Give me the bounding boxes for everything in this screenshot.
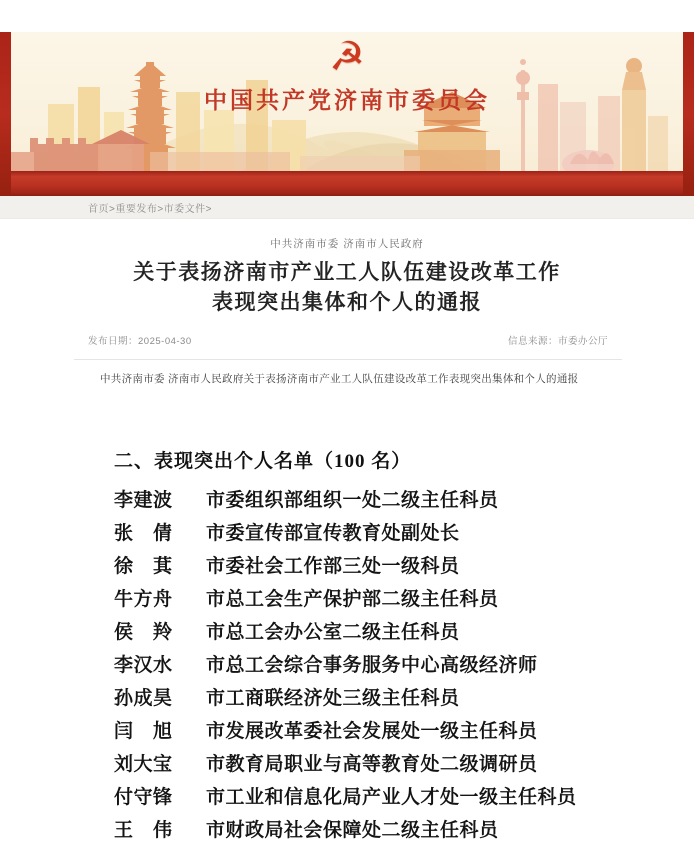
person-name: 李建波	[114, 490, 173, 511]
publish-date-label: 发布日期：	[88, 336, 139, 347]
list-item	[114, 716, 654, 749]
meta-row	[88, 333, 608, 347]
top-white-strip	[0, 0, 694, 32]
site-banner	[0, 32, 694, 196]
divider-line	[74, 359, 622, 360]
person-name: 付守锋	[114, 787, 173, 808]
awardees-section	[114, 446, 654, 848]
person-name: 孙成昊	[114, 688, 173, 709]
list-item	[114, 650, 654, 683]
person-name: 闫 旭	[114, 721, 173, 742]
breadcrumb[interactable]: 首页>重要发布>市委文件>	[88, 203, 213, 215]
section-heading: 二、表现突出个人名单（100 名）	[114, 451, 412, 472]
party-emblem-icon: ☭	[329, 35, 365, 79]
info-source	[508, 333, 608, 347]
person-name: 李汉水	[114, 655, 173, 676]
banner-left-red-strip	[0, 32, 11, 196]
person-name: 牛方舟	[114, 589, 173, 610]
list-item	[114, 617, 654, 650]
article-summary: 中共济南市委 济南市人民政府关于表扬济南市产业工人队伍建设改革工作表现突出集体和个人的通报	[100, 373, 579, 385]
list-item	[114, 485, 654, 518]
person-title: 市总工会综合事务服务中心高级经济师	[206, 655, 538, 676]
list-item	[114, 749, 654, 782]
info-source-value: 市委办公厅	[557, 336, 608, 347]
person-title: 市教育局职业与高等教育处二级调研员	[206, 754, 538, 775]
person-title: 市委社会工作部三处一级科员	[206, 556, 460, 577]
info-source-label: 信息来源：	[507, 336, 558, 347]
awardees-list	[114, 485, 654, 848]
document-title-line1: 关于表扬济南市产业工人队伍建设改革工作	[133, 261, 561, 284]
list-item	[114, 551, 654, 584]
list-item	[114, 584, 654, 617]
list-item	[114, 683, 654, 716]
person-title: 市工商联经济处三级主任科员	[206, 688, 460, 709]
list-item	[114, 518, 654, 551]
person-name: 张 倩	[114, 523, 173, 544]
issuing-authority: 中共济南市委 济南市人民政府	[270, 238, 424, 250]
person-title: 市委宣传部宣传教育处副处长	[206, 523, 460, 544]
person-title: 市工业和信息化局产业人才处一级主任科员	[206, 787, 577, 808]
document-title	[0, 258, 694, 318]
list-item	[114, 815, 654, 848]
document-title-line2: 表现突出集体和个人的通报	[212, 291, 482, 314]
publish-date-value: 2025-04-30	[138, 336, 192, 347]
publish-date	[88, 333, 192, 347]
person-title: 市财政局社会保障处二级主任科员	[206, 820, 499, 841]
person-title: 市总工会办公室二级主任科员	[206, 622, 460, 643]
person-title: 市发展改革委社会发展处一级主任科员	[206, 721, 538, 742]
banner-red-bar	[0, 171, 694, 196]
person-title: 市委组织部组织一处二级主任科员	[206, 490, 499, 511]
person-name: 王 伟	[114, 820, 173, 841]
person-name: 徐 萁	[114, 556, 173, 577]
breadcrumb-bar	[0, 196, 694, 219]
person-name: 刘大宝	[114, 754, 173, 775]
person-title: 市总工会生产保护部二级主任科员	[206, 589, 499, 610]
site-title: 中国共产党济南市委员会	[204, 87, 490, 113]
person-name: 侯 羚	[114, 622, 173, 643]
list-item	[114, 782, 654, 815]
banner-right-red-strip	[683, 32, 694, 196]
article	[0, 219, 694, 848]
